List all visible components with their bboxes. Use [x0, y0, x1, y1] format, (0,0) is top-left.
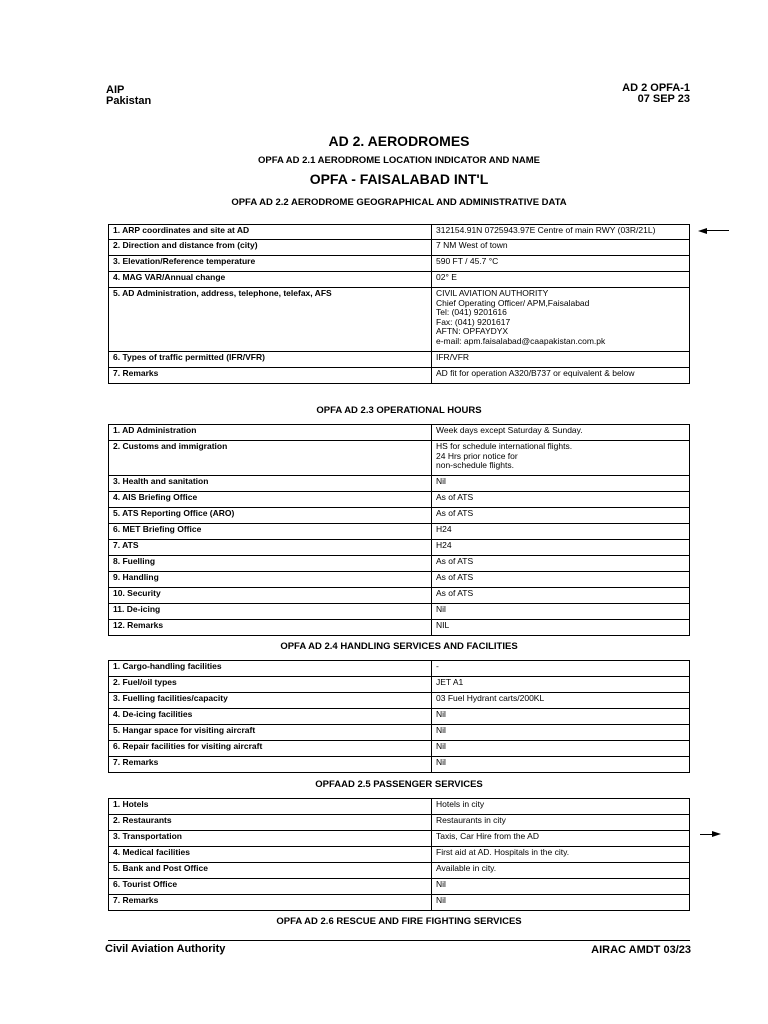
item-value: 590 FT / 45.7 °C [432, 256, 690, 272]
item-value: As of ATS [432, 508, 690, 524]
item-label: 7. Remarks [109, 368, 432, 384]
item-value: 03 Fuel Hydrant carts/200KL [432, 693, 690, 709]
item-label: 2. Restaurants [109, 815, 432, 831]
item-value: Week days except Saturday & Sunday. [432, 425, 690, 441]
table-row [109, 476, 690, 492]
item-value: As of ATS [432, 492, 690, 508]
item-value: HS for schedule international flights. 24 Hrs prior notice for non-schedule flights. [432, 441, 690, 476]
table-row [109, 604, 690, 620]
table-row [109, 799, 690, 815]
item-label: 8. Fuelling [109, 556, 432, 572]
item-label: 6. Tourist Office [109, 879, 432, 895]
section-title-2-6: OPFA AD 2.6 RESCUE AND FIRE FIGHTING SERVICES [276, 916, 522, 927]
table-row [109, 225, 690, 240]
aerodrome-name: OPFA - FAISALABAD INT'L [309, 171, 489, 187]
section-title-2-5: OPFAAD 2.5 PASSENGER SERVICES [315, 779, 483, 790]
header-country: Pakistan [106, 95, 152, 107]
item-value: Nil [432, 757, 690, 773]
table-row [109, 272, 690, 288]
item-value: H24 [432, 540, 690, 556]
item-value: Nil [432, 476, 690, 492]
item-label: 10. Security [109, 588, 432, 604]
table-row [109, 863, 690, 879]
table-row [109, 588, 690, 604]
item-value: NIL [432, 620, 690, 636]
item-value: First aid at AD. Hospitals in the city. [432, 847, 690, 863]
header-aip: AIP [106, 84, 125, 96]
item-label: 4. Medical facilities [109, 847, 432, 863]
item-label: 5. Hangar space for visiting aircraft [109, 725, 432, 741]
item-value: Nil [432, 895, 690, 911]
table-operational-hours [108, 424, 690, 636]
item-value: Hotels in city [432, 799, 690, 815]
footer-amendment: AIRAC AMDT 03/23 [591, 944, 691, 956]
table-row [109, 661, 690, 677]
item-label: 7. Remarks [109, 757, 432, 773]
item-label: 5. ATS Reporting Office (ARO) [109, 508, 432, 524]
section-title-2-4: OPFA AD 2.4 HANDLING SERVICES AND FACILITIES [280, 641, 518, 652]
item-value: H24 [432, 524, 690, 540]
table-row [109, 847, 690, 863]
item-label: 1. Cargo-handling facilities [109, 661, 432, 677]
table-row [109, 524, 690, 540]
item-value: 312154.91N 0725943.97E Centre of main RWY (03R/21L) [432, 225, 690, 240]
header-date: 07 SEP 23 [637, 93, 690, 105]
item-label: 2. Customs and immigration [109, 441, 432, 476]
item-value: Taxis, Car Hire from the AD [432, 831, 690, 847]
table-row [109, 352, 690, 368]
item-label: 6. Types of traffic permitted (IFR/VFR) [109, 352, 432, 368]
item-label: 4. AIS Briefing Office [109, 492, 432, 508]
item-value: As of ATS [432, 588, 690, 604]
table-row [109, 288, 690, 352]
table-row [109, 425, 690, 441]
item-label: 12. Remarks [109, 620, 432, 636]
item-label: 1. Hotels [109, 799, 432, 815]
table-row [109, 256, 690, 272]
table-passenger-services [108, 798, 690, 911]
item-value: 7 NM West of town [432, 240, 690, 256]
item-label: 5. Bank and Post Office [109, 863, 432, 879]
table-row [109, 709, 690, 725]
table-row [109, 508, 690, 524]
table-row [109, 741, 690, 757]
footer-divider [108, 940, 690, 941]
item-value: 02° E [432, 272, 690, 288]
table-row [109, 556, 690, 572]
table-row [109, 725, 690, 741]
table-row [109, 441, 690, 476]
table-row [109, 368, 690, 384]
item-value: As of ATS [432, 556, 690, 572]
item-value: AD fit for operation A320/B737 or equivalent & below [432, 368, 690, 384]
item-label: 2. Fuel/oil types [109, 677, 432, 693]
section-title-2-3: OPFA AD 2.3 OPERATIONAL HOURS [316, 405, 482, 416]
item-value: As of ATS [432, 572, 690, 588]
table-row [109, 540, 690, 556]
item-value: Nil [432, 604, 690, 620]
item-label: 3. Fuelling facilities/capacity [109, 693, 432, 709]
table-row [109, 895, 690, 911]
table-row [109, 677, 690, 693]
item-label: 6. MET Briefing Office [109, 524, 432, 540]
table-row [109, 879, 690, 895]
item-value: - [432, 661, 690, 677]
item-label: 6. Repair facilities for visiting aircraft [109, 741, 432, 757]
table-row [109, 693, 690, 709]
item-value: CIVIL AVIATION AUTHORITY Chief Operating Officer/ APM,Faisalabad Tel: (041) 9201616 Fax: (041) 9201617 AFTN: OPFAYDYX e-mail: apm.faisalabad@caapakistan.com.pk [432, 288, 690, 352]
table-row [109, 572, 690, 588]
item-value: Nil [432, 879, 690, 895]
table-row [109, 492, 690, 508]
item-label: 7. ATS [109, 540, 432, 556]
item-label: 1. ARP coordinates and site at AD [109, 225, 432, 240]
table-row [109, 831, 690, 847]
item-value: IFR/VFR [432, 352, 690, 368]
section-title-2-1: OPFA AD 2.1 AERODROME LOCATION INDICATOR AND NAME [257, 155, 541, 166]
table-row [109, 620, 690, 636]
item-value: Nil [432, 741, 690, 757]
item-label: 9. Handling [109, 572, 432, 588]
page-title: AD 2. AERODROMES [328, 133, 470, 149]
item-value: Nil [432, 709, 690, 725]
section-title-2-2: OPFA AD 2.2 AERODROME GEOGRAPHICAL AND ADMINISTRATIVE DATA [231, 197, 567, 208]
item-value: Available in city. [432, 863, 690, 879]
table-row [109, 240, 690, 256]
item-value: JET A1 [432, 677, 690, 693]
item-label: 11. De-icing [109, 604, 432, 620]
table-geographical-data [108, 224, 690, 384]
item-label: 4. MAG VAR/Annual change [109, 272, 432, 288]
item-label: 4. De-icing facilities [109, 709, 432, 725]
item-label: 3. Elevation/Reference temperature [109, 256, 432, 272]
footer-authority: Civil Aviation Authority [105, 943, 226, 955]
table-row [109, 815, 690, 831]
item-label: 2. Direction and distance from (city) [109, 240, 432, 256]
table-row [109, 757, 690, 773]
item-label: 1. AD Administration [109, 425, 432, 441]
item-label: 7. Remarks [109, 895, 432, 911]
header-page-id: AD 2 OPFA-1 [622, 82, 690, 94]
item-label: 3. Transportation [109, 831, 432, 847]
item-value: Nil [432, 725, 690, 741]
item-value: Restaurants in city [432, 815, 690, 831]
item-label: 5. AD Administration, address, telephone, telefax, AFS [109, 288, 432, 352]
table-handling-services [108, 660, 690, 773]
item-label: 3. Health and sanitation [109, 476, 432, 492]
